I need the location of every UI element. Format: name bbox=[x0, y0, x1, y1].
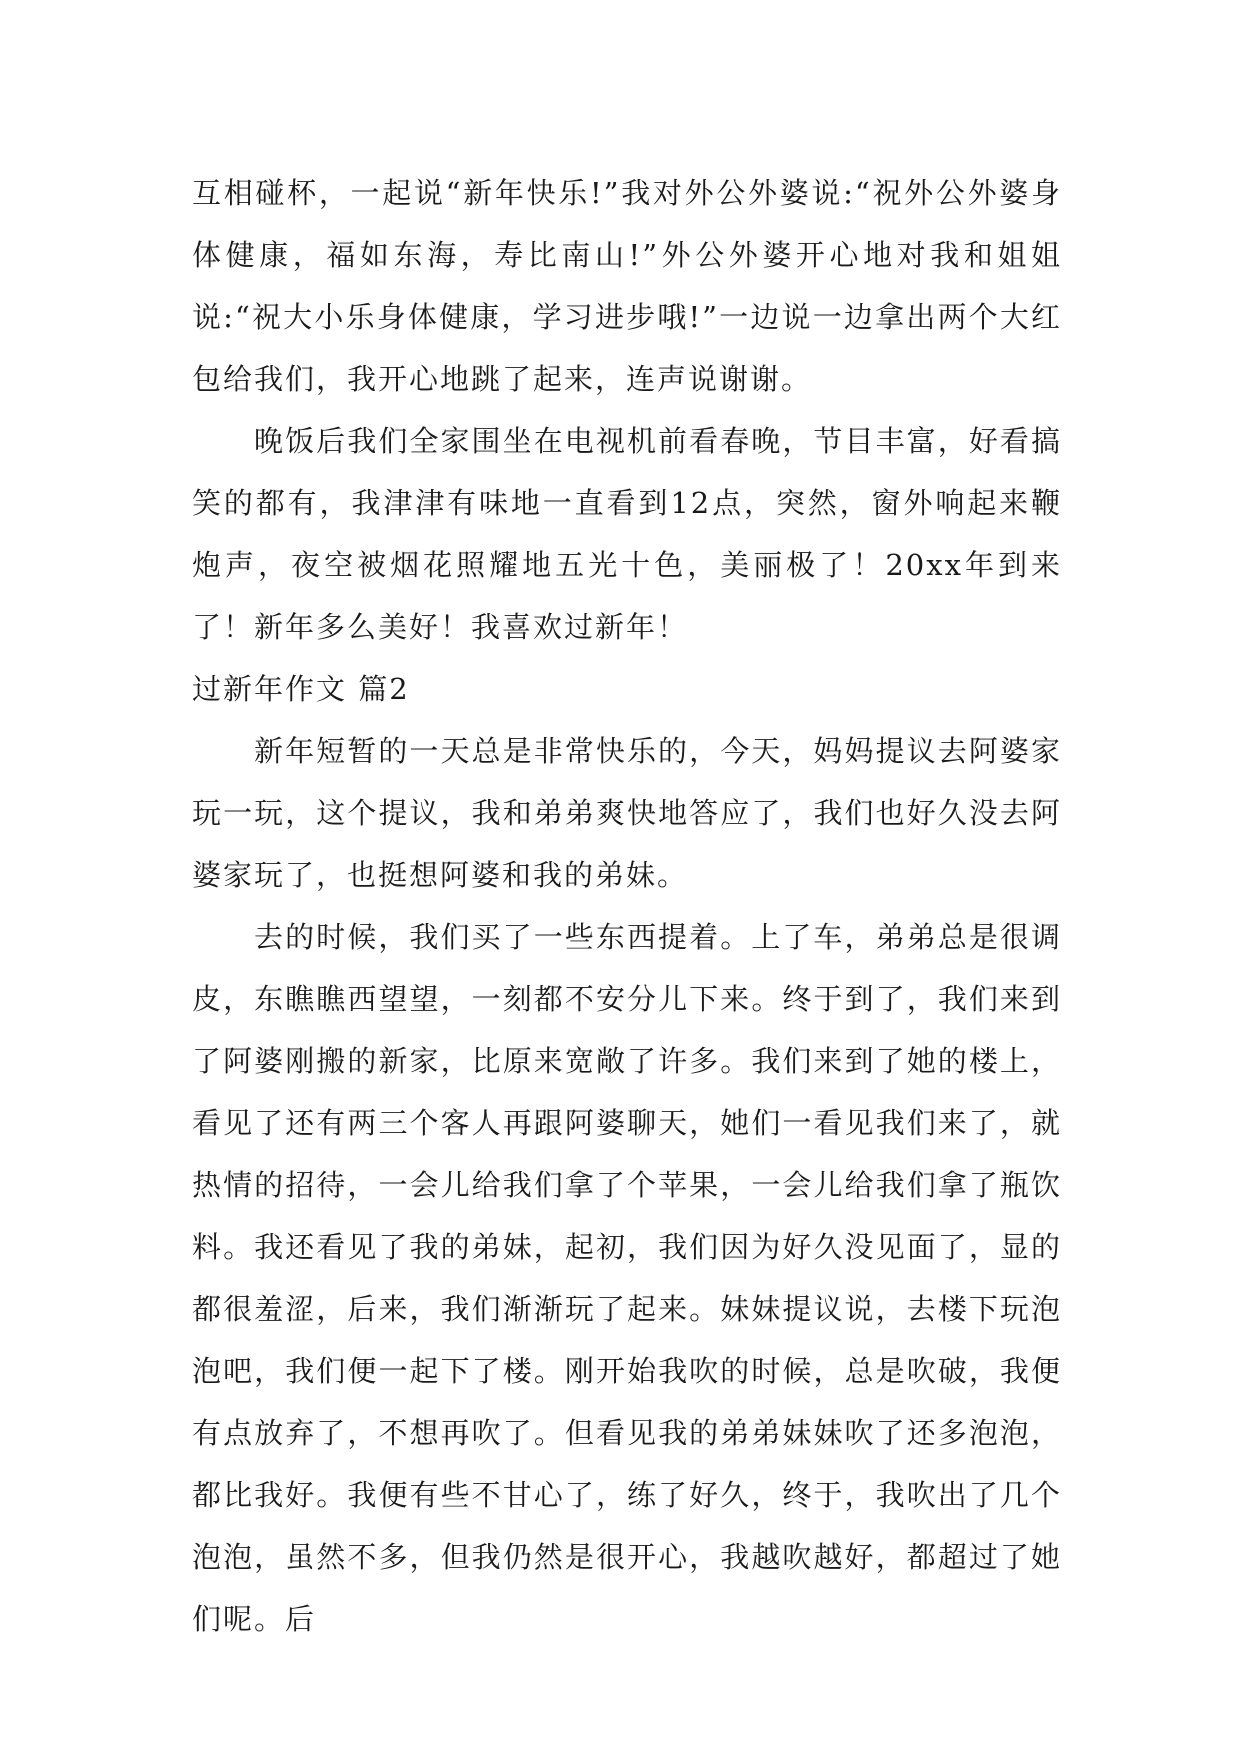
paragraph-2: 晚饭后我们全家围坐在电视机前看春晚，节目丰富，好看搞笑的都有，我津津有味地一直看到12点，突然，窗外响起来鞭炮声，夜空被烟花照耀地五光十色，美丽极了！20xx年到来了！新年多么美好！我喜欢过新年！ bbox=[192, 424, 1062, 644]
document-body bbox=[192, 162, 1062, 1650]
paragraph-4: 去的时候，我们买了一些东西提着。上了车，弟弟总是很调皮，东瞧瞧西望望，一刻都不安分儿下来。终于到了，我们来到了阿婆刚搬的新家，比原来宽敞了许多。我们来到了她的楼上，看见了还有两三个客人再跟阿婆聊天，她们一看见我们来了，就热情的招待，一会儿给我们拿了个苹果，一会儿给我们拿了瓶饮料。我还看见了我的弟妹，起初，我们因为好久没见面了，显的都很羞涩，后来，我们渐渐玩了起来。妹妹提议说，去楼下玩泡泡吧，我们便一起下了楼。刚开始我吹的时候，总是吹破，我便有点放弃了，不想再吹了。但看见我的弟弟妹妹吹了还多泡泡，都比我好。我便有些不甘心了，练了好久，终于，我吹出了几个泡泡，虽然不多，但我仍然是很开心，我越吹越好，都超过了她们呢。后 bbox=[192, 920, 1062, 1636]
paragraph-1: 互相碰杯，一起说“新年快乐!”我对外公外婆说:“祝外公外婆身体健康，福如东海，寿比南山!”外公外婆开心地对我和姐姐说:“祝大小乐身体健康，学习进步哦!”一边说一边拿出两个大红包给我们，我开心地跳了起来，连声说谢谢。 bbox=[192, 176, 1062, 396]
section-heading: 过新年作文 篇2 bbox=[192, 672, 410, 706]
paragraph-3: 新年短暂的一天总是非常快乐的，今天，妈妈提议去阿婆家玩一玩，这个提议，我和弟弟爽快地答应了，我们也好久没去阿婆家玩了，也挺想阿婆和我的弟妹。 bbox=[192, 734, 1062, 892]
